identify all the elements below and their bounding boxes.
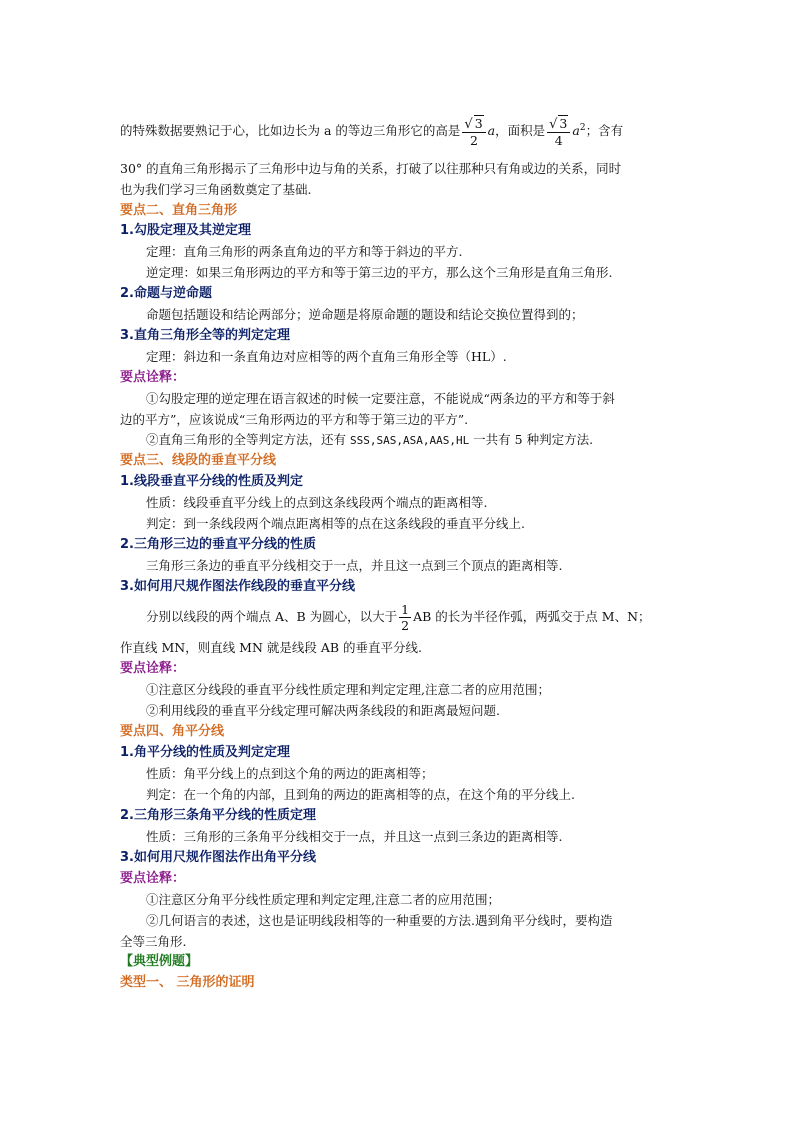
note-heading: 要点诠释： bbox=[120, 871, 186, 886]
note-text-1a: ①勾股定理的逆定理在语言叙述的时候一定要注意，不能说成“两条边的平方和等于斜 bbox=[146, 391, 615, 406]
note-text-2 bbox=[146, 431, 706, 450]
subheading-bisector-property: 1.线段垂直平分线的性质及判定 bbox=[120, 474, 303, 489]
variable-a: a bbox=[487, 123, 496, 139]
paragraph-intro-line1 bbox=[120, 108, 680, 151]
subheading-triangle-bisectors: 2.三角形三边的垂直平分线的性质 bbox=[120, 537, 316, 552]
subheading-pythagorean: 1.勾股定理及其逆定理 bbox=[120, 223, 251, 238]
text-property: 性质：线段垂直平分线上的点到这条线段两个端点的距离相等. bbox=[146, 495, 488, 510]
text-construction-1 bbox=[146, 597, 706, 637]
text-segment: 的特殊数据要熟记于心，比如边长为 a 的等边三角形它的高是 bbox=[120, 123, 461, 139]
text-theorem: 定理：直角三角形的两条直角边的平方和等于斜边的平方. bbox=[146, 244, 463, 259]
fraction-denominator: 4 bbox=[554, 133, 563, 149]
text-proposition: 命题包括题设和结论两部分；逆命题是将原命题的题设和结论交换位置得到的； bbox=[146, 307, 584, 322]
text-construction-2: 作直线 MN，则直线 MN 就是线段 AB 的垂直平分线. bbox=[120, 640, 423, 655]
section-heading-right-triangle: 要点二、直角三角形 bbox=[120, 203, 238, 218]
text-segment: ，面积是 bbox=[495, 123, 546, 139]
text-determination: 判定：在一个角的内部，且到角的两边的距离相等的点，在这个角的平分线上. bbox=[146, 787, 575, 802]
text-determination: 判定：到一条线段两个端点距离相等的点在这条线段的垂直平分线上. bbox=[146, 516, 525, 531]
subheading-angle-bisector-property: 1.角平分线的性质及判定定理 bbox=[120, 745, 290, 760]
fraction-half bbox=[399, 602, 411, 633]
subheading-congruence: 3.直角三角形全等的判定定理 bbox=[120, 328, 290, 343]
fraction-denominator: 2 bbox=[470, 133, 478, 149]
subheading-triangle-angle-bisectors: 2.三角形三条角平分线的性质定理 bbox=[120, 808, 316, 823]
congruence-methods: SSS,SAS,ASA,AAS,HL bbox=[349, 434, 470, 447]
note-text-1b: 边的平方”，应该说成“三角形两边的平方和等于第三边的平方”. bbox=[120, 412, 469, 427]
text-property: 性质：角平分线上的点到这个角的两边的距离相等； bbox=[146, 766, 434, 781]
subheading-angle-construction: 3.如何用尺规作图法作出角平分线 bbox=[120, 850, 316, 865]
type-one-heading: 类型一、 三角形的证明 bbox=[120, 975, 255, 990]
text-circumcenter: 三角形三条边的垂直平分线相交于一点，并且这一点到三个顶点的距离相等. bbox=[146, 558, 563, 573]
note-heading: 要点诠释： bbox=[120, 370, 186, 385]
note-text-1: ①注意区分角平分线性质定理和判定定理,注意二者的应用范围； bbox=[146, 892, 500, 907]
fraction-numerator: 1 bbox=[401, 602, 410, 617]
subheading-proposition: 2.命题与逆命题 bbox=[120, 286, 212, 301]
subheading-construction: 3.如何用尺规作图法作线段的垂直平分线 bbox=[120, 579, 355, 594]
sqrt-value: 3 bbox=[474, 116, 483, 132]
exponent: 2 bbox=[579, 123, 586, 133]
section-heading-perpendicular-bisector: 要点三、线段的垂直平分线 bbox=[120, 453, 277, 468]
fraction-area: $\frac{√ 3}{4}$ bbox=[547, 115, 570, 148]
fraction-denominator: 2 bbox=[401, 618, 410, 633]
note-text-2a: ②几何语言的表述，这也是证明线段相等的一种重要的方法.遇到角平分线时，要构造 bbox=[146, 913, 613, 928]
note-text-2b: 全等三角形. bbox=[120, 934, 187, 949]
section-heading-angle-bisector: 要点四、角平分线 bbox=[120, 724, 225, 739]
sqrt-value: 3 bbox=[559, 116, 568, 132]
note-text-1: ①注意区分线段的垂直平分线性质定理和判定定理,注意二者的应用范围； bbox=[146, 682, 550, 697]
text-segment: ②直角三角形的全等判定方法，还有 bbox=[146, 432, 350, 447]
text-segment: 一共有 5 种判定方法. bbox=[469, 432, 594, 447]
typical-examples-heading: 【典型例题】 bbox=[120, 954, 199, 969]
paragraph-intro-line2: 30° 的直角三角形揭示了三角形中边与角的关系，打破了以往那种只有角或边的关系，同时 bbox=[120, 161, 622, 176]
text-segment: 分别以线段的两个端点 A、B 为圆心，以大于 bbox=[146, 609, 398, 624]
text-segment: ；含有 bbox=[585, 123, 624, 139]
paragraph-intro-line3: 也为我们学习三角函数奠定了基础. bbox=[120, 182, 312, 197]
text-converse-theorem: 逆定理：如果三角形两边的平方和等于第三边的平方，那么这个三角形是直角三角形. bbox=[146, 265, 613, 280]
text-incenter: 性质：三角形的三条角平分线相交于一点，并且这一点到三条边的距离相等. bbox=[146, 829, 563, 844]
text-hl-theorem: 定理：斜边和一条直角边对应相等的两个直角三角形全等（HL）. bbox=[146, 349, 507, 364]
text-segment: AB 的长为半径作弧，两弧交于点 M、N； bbox=[413, 609, 651, 624]
variable-a: a bbox=[572, 123, 580, 139]
fraction-height: $\frac{√ 3}{2}$ bbox=[462, 115, 485, 148]
note-text-2: ②利用线段的垂直平分线定理可解决两条线段的和距离最短问题. bbox=[146, 703, 500, 718]
note-heading: 要点诠释： bbox=[120, 661, 186, 676]
